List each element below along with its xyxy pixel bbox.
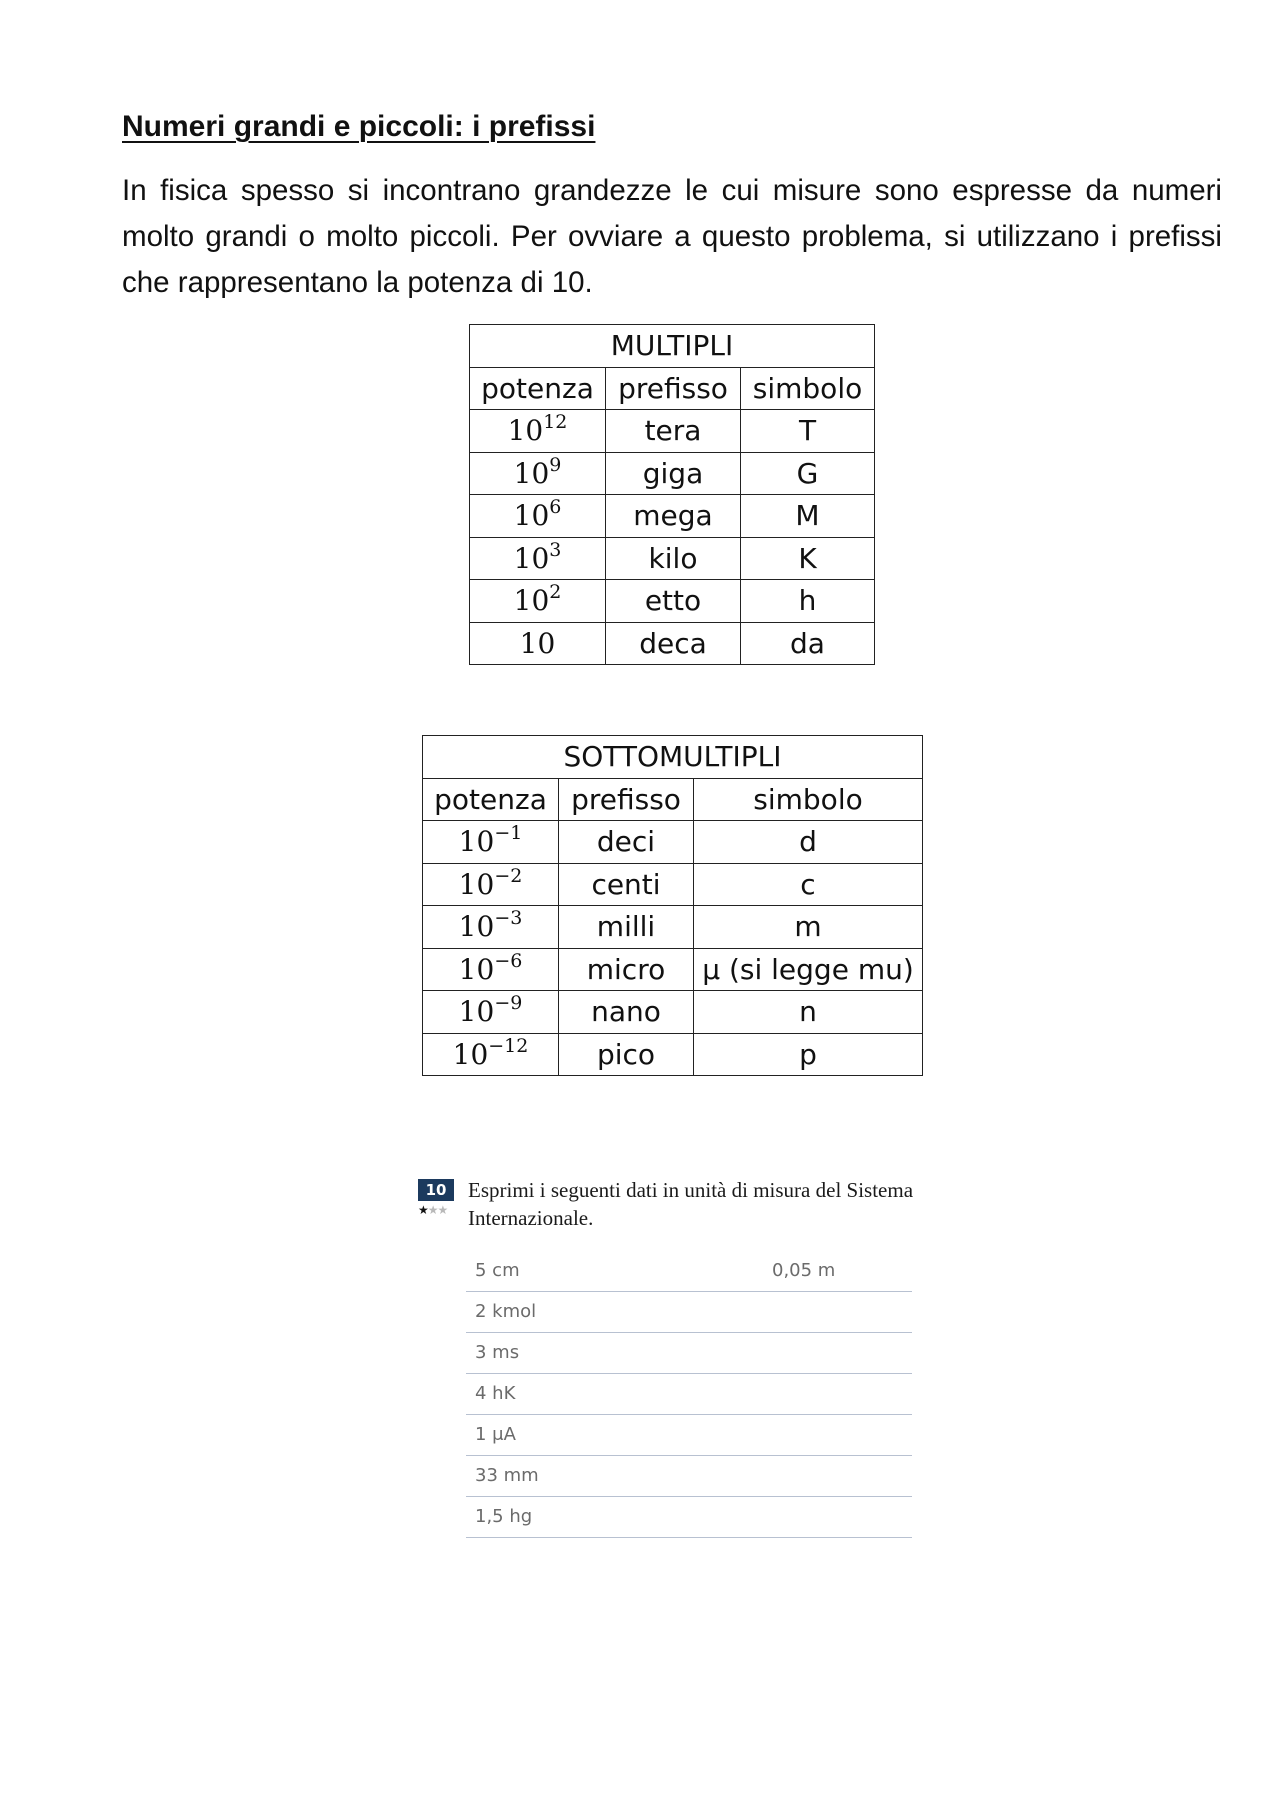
simbolo-cell: d: [694, 821, 923, 864]
header-potenza: potenza: [470, 367, 606, 410]
simbolo-cell: da: [741, 622, 875, 665]
prefisso-cell: milli: [559, 906, 694, 949]
simbolo-cell: c: [694, 863, 923, 906]
potenza-cell: $10^9$: [470, 452, 606, 495]
table-row: [470, 580, 875, 623]
multipli-title: MULTIPLI: [470, 325, 875, 368]
header-simbolo: simbolo: [741, 367, 875, 410]
potenza-cell: $10^{-2}$: [423, 863, 559, 906]
exercise-answer-list: [466, 1252, 912, 1539]
exercise-answer[interactable]: 0,05 m: [772, 1260, 836, 1281]
table-row: [423, 1033, 923, 1076]
table-row: [423, 948, 923, 991]
exercise-row: [466, 1416, 912, 1456]
potenza-cell: 10: [470, 622, 606, 665]
prefisso-cell: micro: [559, 948, 694, 991]
exercise-row: [466, 1375, 912, 1415]
simbolo-cell: K: [741, 537, 875, 580]
table-row: [470, 410, 875, 453]
potenza-cell: $10^2$: [470, 580, 606, 623]
multipli-table: [469, 324, 875, 665]
star-icon: ★: [437, 1203, 448, 1217]
table-row: [470, 537, 875, 580]
page-title: Numeri grandi e piccoli: i prefissi: [122, 110, 596, 143]
table-row: [470, 622, 875, 665]
table-row: [470, 452, 875, 495]
simbolo-cell: G: [741, 452, 875, 495]
potenza-cell: $10^{12}$: [470, 410, 606, 453]
simbolo-cell: n: [694, 991, 923, 1034]
header-prefisso: prefisso: [559, 778, 694, 821]
prefisso-cell: centi: [559, 863, 694, 906]
star-icon: ★: [427, 1203, 438, 1217]
table-row: [423, 991, 923, 1034]
prefisso-cell: kilo: [606, 537, 741, 580]
difficulty-stars: [418, 1204, 447, 1216]
table-row: [423, 863, 923, 906]
prefisso-cell: giga: [606, 452, 741, 495]
table-row: [470, 495, 875, 538]
potenza-cell: $10^3$: [470, 537, 606, 580]
exercise-row: [466, 1334, 912, 1374]
exercise-row: [466, 1498, 912, 1538]
sottomultipli-table: [422, 735, 923, 1076]
simbolo-cell: p: [694, 1033, 923, 1076]
simbolo-cell: T: [741, 410, 875, 453]
simbolo-cell: μ (si legge mu): [694, 948, 923, 991]
simbolo-cell: h: [741, 580, 875, 623]
header-potenza: potenza: [423, 778, 559, 821]
header-simbolo: simbolo: [694, 778, 923, 821]
exercise-row: [466, 1252, 912, 1292]
sottomultipli-title: SOTTOMULTIPLI: [423, 736, 923, 779]
prefisso-cell: etto: [606, 580, 741, 623]
potenza-cell: $10^{-3}$: [423, 906, 559, 949]
header-prefisso: prefisso: [606, 367, 741, 410]
exercise-value: 33 mm: [475, 1465, 539, 1486]
potenza-cell: $10^6$: [470, 495, 606, 538]
table-row: [423, 906, 923, 949]
simbolo-cell: M: [741, 495, 875, 538]
prefisso-cell: mega: [606, 495, 741, 538]
prefisso-cell: nano: [559, 991, 694, 1034]
exercise-value: 4 hK: [475, 1383, 516, 1404]
prefisso-cell: tera: [606, 410, 741, 453]
exercise-value: 1,5 hg: [475, 1506, 533, 1527]
exercise-instructions: Esprimi i seguenti dati in unità di misura del Sistema Internazionale.: [468, 1178, 914, 1230]
prefisso-cell: pico: [559, 1033, 694, 1076]
exercise-value: 3 ms: [475, 1342, 520, 1363]
table-row: [423, 821, 923, 864]
exercise-value: 2 kmol: [475, 1301, 537, 1322]
intro-paragraph: In fisica spesso si incontrano grandezze le cui misure sono espresse da numeri molto grandi o molto piccoli. Per ovviare a questo problema, si utilizzano i prefissi che rappresentano la potenza di 10.: [122, 174, 1222, 299]
prefisso-cell: deca: [606, 622, 741, 665]
potenza-cell: $10^{-12}$: [423, 1033, 559, 1076]
potenza-cell: $10^{-6}$: [423, 948, 559, 991]
star-icon: ★: [418, 1203, 428, 1217]
exercise-value: 5 cm: [475, 1260, 520, 1281]
exercise-row: [466, 1293, 912, 1333]
exercise-number-badge: 10: [418, 1179, 454, 1201]
prefisso-cell: deci: [559, 821, 694, 864]
potenza-cell: $10^{-1}$: [423, 821, 559, 864]
exercise-row: [466, 1457, 912, 1497]
potenza-cell: $10^{-9}$: [423, 991, 559, 1034]
simbolo-cell: m: [694, 906, 923, 949]
exercise-value: 1 μA: [475, 1424, 516, 1445]
